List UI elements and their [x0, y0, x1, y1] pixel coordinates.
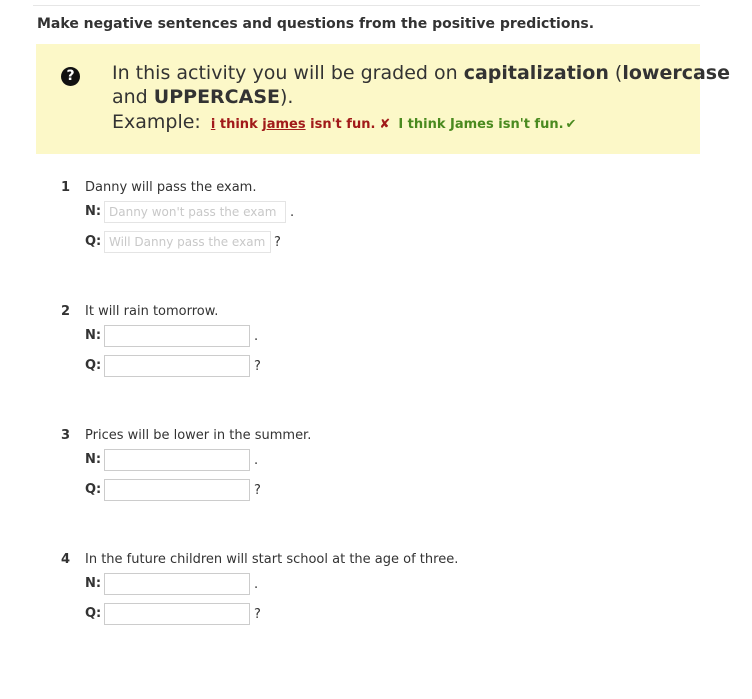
question-mark: ? [274, 235, 281, 250]
question-answer-input[interactable] [104, 355, 250, 377]
negative-period: . [254, 329, 259, 344]
example-wrong-mid: think [215, 117, 263, 132]
question-number: 3 [61, 428, 71, 443]
question-number: 2 [61, 304, 71, 319]
grading-notice [36, 44, 730, 154]
negative-answer-input[interactable] [104, 325, 250, 347]
example-wrong-end: isn't fun. [305, 117, 376, 132]
negative-period: . [254, 453, 259, 468]
question-label: Q: [85, 606, 102, 621]
question-answer-input[interactable] [104, 231, 271, 253]
question-prompt: It will rain tomorrow. [85, 304, 219, 319]
question-number: 4 [61, 552, 71, 567]
question-number: 1 [61, 180, 71, 195]
example-label: Example: [112, 111, 201, 133]
negative-label: N: [85, 328, 102, 343]
negative-period: . [290, 205, 295, 220]
negative-answer-input[interactable] [104, 573, 250, 595]
notice-suffix: ). [280, 86, 294, 108]
question-prompt: Prices will be lower in the summer. [85, 428, 312, 443]
negative-answer-input[interactable] [104, 201, 286, 223]
example-error-i: i [210, 117, 216, 132]
question-prompt: Danny will pass the exam. [85, 180, 257, 195]
question-label: Q: [85, 482, 102, 497]
notice-paren-open: ( [608, 62, 623, 84]
negative-answer-input[interactable] [104, 449, 250, 471]
negative-label: N: [85, 452, 102, 467]
example-correct: I think James isn't fun. [398, 117, 564, 132]
negative-label: N: [85, 576, 102, 591]
example-line [112, 111, 576, 133]
check-icon: ✔ [565, 117, 577, 132]
notice-capitalization: capitalization [463, 62, 609, 84]
instruction-heading: Make negative sentences and questions from the positive predictions. [37, 16, 595, 32]
question-prompt: In the future children will start school at the age of three. [85, 552, 459, 567]
question-label: Q: [85, 358, 102, 373]
question-mark: ? [254, 359, 261, 374]
negative-label: N: [85, 204, 102, 219]
grading-notice-text [112, 61, 752, 109]
question-circle-icon: ? [61, 67, 80, 86]
example-incorrect [211, 117, 376, 132]
question-answer-input[interactable] [104, 479, 250, 501]
example-error-james: james [262, 117, 306, 132]
top-divider [33, 5, 700, 6]
notice-lowercase: lowercase [622, 62, 730, 84]
question-mark: ? [254, 607, 261, 622]
question-label: Q: [85, 234, 102, 249]
notice-joiner: and [112, 86, 154, 108]
negative-period: . [254, 577, 259, 592]
cross-icon: ✘ [379, 117, 391, 132]
notice-uppercase: UPPERCASE [153, 86, 280, 108]
notice-prefix: In this activity you will be graded on [112, 62, 464, 84]
question-mark: ? [254, 483, 261, 498]
question-answer-input[interactable] [104, 603, 250, 625]
